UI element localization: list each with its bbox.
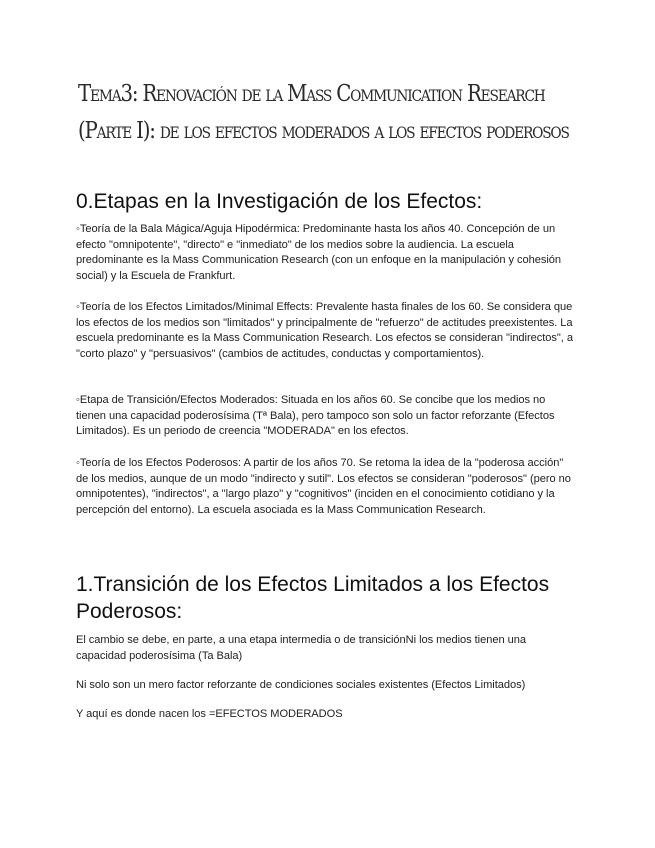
section-heading-transicion: 1.Transición de los Efectos Limitados a los Efectos Poderosos: [76,573,550,623]
paragraph-transicion-cambio: El cambio se debe, en parte, a una etapa intermedia o de transiciónNi los medios tienen una capacidad poderosísima (Ta Bala) [76,634,526,662]
paragraph-efectos-limitados: ◦Teoría de los Efectos Limitados/Minimal Effects: Prevalente hasta finales de los 60. Se considera que los efectos de los medios son "limitados" y principalmente de "refuerzo" de actitudes preexistentes. La escuela predominante es la Mass Communication Research. Los efectos se consideran "indirectos", a "corto plazo" y "persuasivos" (cambios de actitudes, conductas y comportamientos). [76,301,573,360]
document-title: Tema3: Renovación de la Mass Communication Research (Parte I): de los efectos moderados a los efectos poderosos [78,81,569,144]
paragraph-transicion-reforzante: Ni solo son un mero factor reforzante de condiciones sociales existentes (Efectos Limitados) [76,679,526,691]
paragraph-efectos-poderosos: ◦Teoría de los Efectos Poderosos: A partir de los años 70. Se retoma la idea de la "poderosa acción" de los medios, aunque de un modo "indirecto y sutil". Los efectos se consideran "poderosos" (pero no omnipotentes), "indirectos", a "largo plazo" y "cognitivos" (inciden en el conocimiento cotidiano y la percepción del entorno). La escuela asociada es la Mass Communication Research. [76,457,571,516]
paragraph-efectos-moderados: ◦Etapa de Transición/Efectos Moderados: Situada en los años 60. Se concibe que los medios no tienen una capacidad poderosísima (Tª Bala), pero tampoco son solo un factor reforzante (Efectos Limitados). Es un periodo de creencia "MODERADA" en los efectos. [76,394,555,438]
paragraph-transicion-moderados: Y aquí es donde nacen los =EFECTOS MODERADOS [76,708,343,720]
section-heading-etapas: 0.Etapas en la Investigación de los Efectos: [76,190,483,213]
paragraph-bala-magica: ◦Teoría de la Bala Mágica/Aguja Hipodérmica: Predominante hasta los años 40. Concepción de un efecto "omnipotente", "directo" e "inmediato" de los medios sobre la audiencia. La escuela predominante es la Mass Communication Research (con un enfoque en la manipulación y cohesión social) y la Escuela de Frankfurt. [76,223,562,282]
